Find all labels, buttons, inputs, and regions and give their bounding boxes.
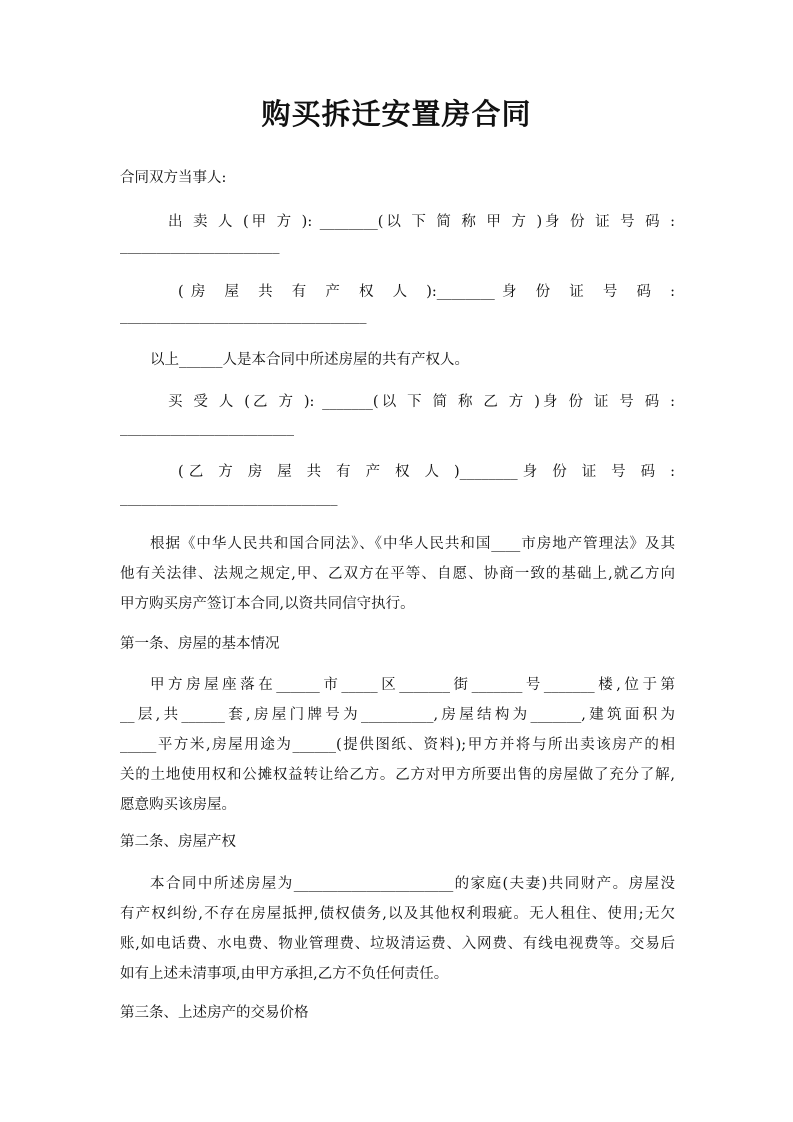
buyer-id-blank: ________________________: [120, 420, 294, 436]
buyer-coowner-id-blank: ______________________________: [120, 490, 338, 506]
preamble-line-3: 甲方购买房产签订本合同,以资共同信守执行。: [120, 596, 415, 612]
article-2-heading: 第二条、房屋产权: [120, 834, 236, 850]
seller-line: 出 卖 人 (甲 方 ): ________(以 下 简 称 甲 方 )身 份 证 号 码 :: [168, 214, 675, 230]
article-1-line-4: 关的土地使用权和公摊权益转让给乙方。乙方对甲方所要出售的房屋做了充分了解,: [120, 767, 675, 783]
article-2-line-2: 有产权纠纷,不存在房屋抵押,债权债务,以及其他权利瑕疵。无人租住、使用;无欠: [120, 906, 675, 922]
preamble-line-1: 根据《中华人民共和国合同法》、《中华人民共和国____市房地产管理法》及其: [150, 536, 675, 552]
document-title: 购买拆迁安置房合同: [261, 97, 532, 131]
article-1-heading: 第一条、房屋的基本情况: [120, 636, 280, 652]
article-1-line-1: 甲方房屋座落在______市_____区_______街_______号_______楼,位于第: [150, 677, 675, 693]
coowner-statement: 以上______人是本合同中所述房屋的共有产权人。: [150, 352, 469, 368]
article-1-line-2: __层,共______套,房屋门牌号为__________,房屋结构为_______,建筑面积为: [120, 707, 675, 723]
seller-id-blank: ______________________: [120, 238, 280, 254]
buyer-coowner-line: (乙 方 房 屋 共 有 产 权 人 )________身 份 证 号 码 :: [178, 464, 675, 480]
article-1-line-3: _____平方米,房屋用途为______(提供图纸、资料);甲方并将与所出卖该房产的相: [120, 737, 675, 753]
article-2-line-3: 账,如电话费、水电费、物业管理费、垃圾清运费、入网费、有线电视费等。交易后: [120, 936, 675, 952]
article-2-line-4: 如有上述未清事项,由甲方承担,乙方不负任何责任。: [120, 966, 449, 982]
article-2-line-1: 本合同中所述房屋为______________________的家庭(夫妻)共同财产。房屋没: [150, 876, 675, 892]
parties-heading: 合同双方当事人:: [120, 170, 227, 186]
preamble-line-2: 他有关法律、法规之规定,甲、乙双方在平等、自愿、协商一致的基础上,就乙方向: [120, 566, 675, 582]
article-1-line-5: 愿意购买该房屋。: [120, 797, 236, 813]
buyer-line: 买 受 人 (乙 方 ): _______(以 下 简 称 乙 方 )身 份 证 号 码 :: [168, 394, 675, 410]
seller-coowner-id-blank: __________________________________: [120, 308, 367, 324]
seller-coowner-line: (房 屋 共 有 产 权 人 ):________身 份 证 号 码 :: [178, 284, 675, 300]
article-3-heading: 第三条、上述房产的交易价格: [120, 1005, 309, 1021]
